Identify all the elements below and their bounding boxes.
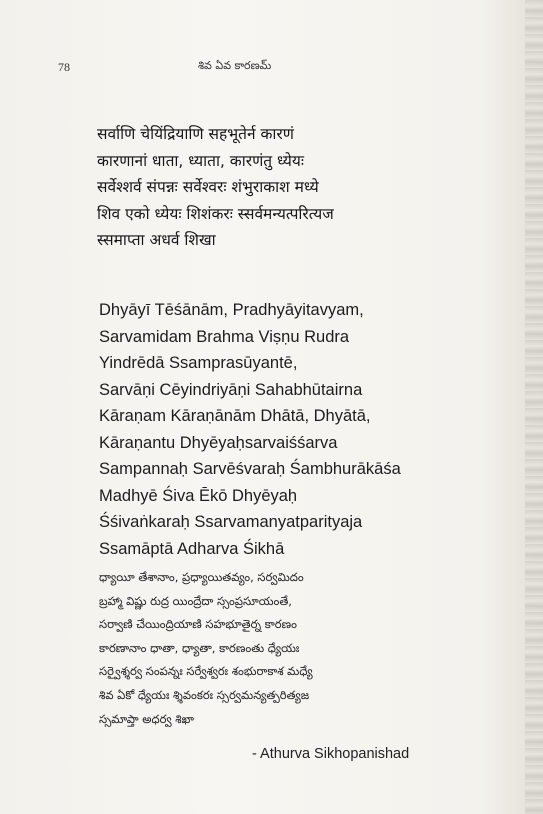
translit-line: Kāraṇam Kāraṇānām Dhātā, Dhyātā,	[99, 407, 371, 425]
telugu-line: శివ ఏకో ధ్యేయః శ్శివంకరః స్సర్వమన్యత్పరిత్యజ	[99, 687, 310, 702]
source-attribution: - Athurva Sikhopanishad	[252, 746, 410, 762]
translit-line: Sampannaḥ Sarvēśvaraḥ Śambhurākāśa	[99, 460, 401, 478]
sanskrit-line: स्समाप्ता अधर्व शिखा	[97, 231, 216, 249]
telugu-line: సర్వాణి చేయింద్రియాణి సహభూతైర్న కారణం	[99, 617, 297, 632]
translit-line: Sarvāṇi Cēyindriyāṇi Sahabhūtairna	[99, 380, 363, 399]
sanskrit-line: सर्वेश्शर्व संपन्नः सर्वेश्वरः शंभुराकाश मध्ये	[97, 178, 319, 196]
running-title: శివ ఏవ కారణమ్	[198, 59, 272, 72]
sanskrit-line: सर्वाणि चेयिंद्रियाणि सहभूतेर्न कारणं	[97, 125, 294, 143]
telugu-line: సర్వైశ్శర్వ సంపన్నః సర్వేశ్వరః శంభురాకాశ మధ్యే	[99, 664, 313, 679]
page-number: 78	[58, 60, 70, 74]
telugu-line: కారణానాం ధాతా, ధ్యాతా, కారణంతు ధ్యేయః	[99, 640, 300, 655]
telugu-line: ధ్యాయీ తేశానాం, ప్రధ్యాయితవ్యం, సర్వమిదం	[99, 570, 304, 584]
telugu-line: స్సమాప్తా అధర్వ శిఖా	[99, 711, 195, 726]
translit-line: Sarvamidam Brahma Viṣṇu Rudra	[99, 327, 350, 346]
sanskrit-verse	[97, 121, 517, 254]
translit-line: Kāraṇantu Dhyēyaḥsarvaiśśarva	[99, 433, 338, 452]
sanskrit-line: शिव एको ध्येयः शिशंकरः स्सर्वमन्यत्परित्यज	[97, 204, 334, 223]
telugu-line: బ్రహ్మా విష్ణు రుద్ర యింద్రేదా స్సంప్రసూయంతే,	[99, 593, 292, 608]
translit-line: Yindrēdā Ssamprasūyantē,	[99, 354, 298, 372]
translit-line: Dhyāyī Tēśānām, Pradhyāyitavyam,	[99, 301, 364, 319]
translit-line: Śśivaṅkaraḥ Ssarvamanyatparityaja	[99, 513, 363, 531]
translit-line: Ssamāptā Adharva Śikhā	[99, 539, 285, 558]
telugu-verse	[99, 566, 519, 731]
transliteration-verse	[99, 297, 519, 562]
translit-line: Madhyē Śiva Ēkō Dhyēyaḥ	[99, 486, 298, 505]
sanskrit-line: कारणानां धाता, ध्याता, कारणंतु ध्येयः	[97, 151, 304, 170]
